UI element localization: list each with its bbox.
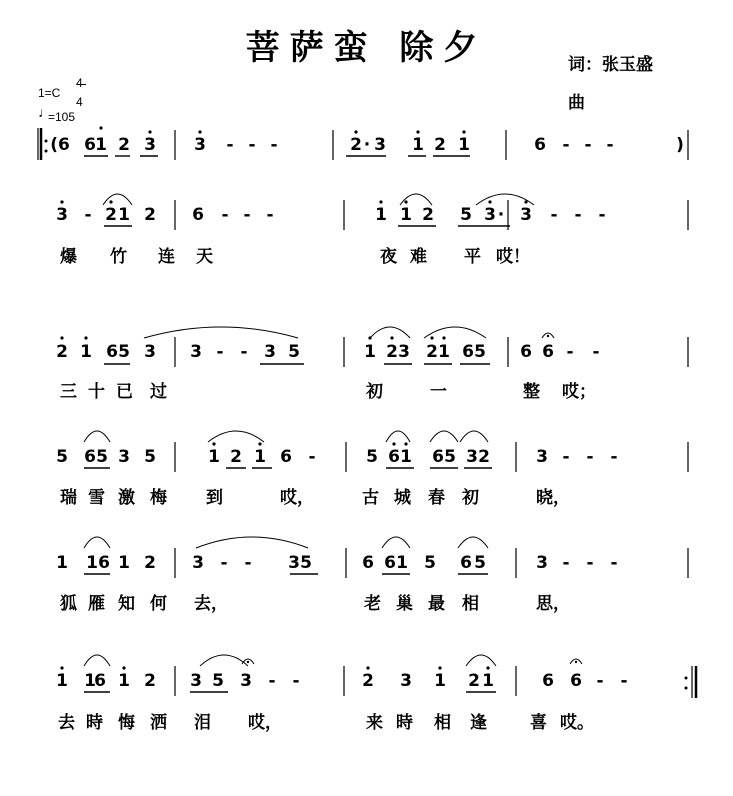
lyric-syllable: 竹 [110, 247, 127, 267]
note: 1 [56, 671, 68, 691]
slur [144, 327, 298, 338]
lyric-syllable: 雪 [88, 488, 105, 508]
note: - [268, 671, 276, 691]
note: - [584, 135, 592, 155]
time-signature-bottom: 4 [76, 95, 83, 109]
lyric-syllable: 爆 [60, 247, 77, 267]
slur [200, 655, 248, 666]
note: 1 [400, 447, 412, 467]
note: 5 [460, 205, 472, 225]
note: - [566, 342, 574, 362]
octave-dot [392, 442, 395, 445]
note: 3 [144, 135, 156, 155]
lyric-syllable: 已 [116, 382, 133, 402]
octave-dot [438, 666, 441, 669]
repeat-dot [685, 677, 688, 680]
slur [460, 431, 488, 442]
slur [84, 431, 110, 442]
lyric-syllable: 初 [366, 382, 383, 402]
note: 3 [288, 553, 300, 573]
octave-dot [60, 666, 63, 669]
lyric-syllable: 难 [410, 247, 427, 267]
note: 1 [254, 447, 266, 467]
fermata-dot [547, 335, 549, 337]
note: 1 [118, 553, 130, 573]
note: ) [676, 135, 684, 155]
octave-dot [390, 336, 393, 339]
note: - [606, 135, 614, 155]
octave-dot [148, 130, 151, 133]
note: 3 [536, 553, 548, 573]
note: 3 [520, 205, 532, 225]
octave-dot [366, 666, 369, 669]
octave-dot [404, 200, 407, 203]
note: - [240, 342, 248, 362]
lyric-syllable: 来 [366, 713, 383, 733]
lyric-syllable: 何 [150, 594, 167, 614]
lyric-syllable: 整 [523, 382, 540, 402]
note: 3 [398, 342, 410, 362]
octave-dot [258, 442, 261, 445]
octave-dot [354, 130, 357, 133]
slur [466, 655, 496, 666]
note: 6 [362, 553, 374, 573]
note: - [270, 135, 278, 155]
note: 5 [144, 447, 156, 467]
lyric-syllable: 初 [462, 488, 479, 508]
lyric-syllable: 最 [428, 594, 445, 614]
note: 2 [144, 205, 156, 225]
note: - [586, 553, 594, 573]
slur [458, 537, 488, 548]
note: 6 [460, 553, 472, 573]
note: 2 [468, 671, 480, 691]
note: 6 [192, 205, 204, 225]
lyric-syllable: 相 [434, 713, 451, 733]
slur [400, 194, 432, 205]
note: 3 [536, 447, 548, 467]
lyric-syllable: 激 [118, 488, 135, 508]
note: 6 [542, 342, 554, 362]
lyric-syllable: 哎， [280, 488, 314, 508]
note: 2 [422, 205, 434, 225]
note: 1 [86, 553, 98, 573]
lyric-syllable: 悔 [118, 713, 135, 733]
slur [196, 537, 308, 548]
slur [382, 537, 410, 548]
note: 6 [98, 553, 110, 573]
octave-dot [99, 126, 102, 129]
note: - [562, 135, 570, 155]
slur [430, 431, 458, 442]
lyric-syllable: 去 [58, 713, 75, 733]
note: - [620, 671, 628, 691]
octave-dot [486, 666, 489, 669]
lyric-syllable: 古 [362, 488, 379, 508]
lyric-syllable: 巢 [396, 594, 413, 614]
note: 1 [80, 342, 92, 362]
octave-dot [60, 336, 63, 339]
octave-dot [430, 336, 433, 339]
slur [103, 194, 132, 205]
note: 6 [388, 447, 400, 467]
lyric-syllable: 晓， [536, 488, 570, 508]
note: 2 [56, 342, 68, 362]
note: 6 [84, 447, 96, 467]
slur [386, 431, 410, 442]
note: 5 [212, 671, 224, 691]
note: 1 [95, 135, 107, 155]
note: 6 [462, 342, 474, 362]
note: 2 [350, 135, 362, 155]
note: · [363, 135, 371, 155]
song-title: 菩萨蛮 除夕 [245, 28, 488, 68]
octave-dot [212, 442, 215, 445]
lyric-syllable: 哎。 [560, 713, 594, 733]
note: - [610, 553, 618, 573]
lyric-syllable: 春 [428, 488, 445, 508]
note: 6 [542, 671, 554, 691]
note: 5 [56, 447, 68, 467]
lyric-syllable: 梅 [150, 488, 167, 508]
slur [370, 327, 410, 338]
note: 6 [432, 447, 444, 467]
note: 2 [478, 447, 490, 467]
lyric-syllable: 过 [150, 382, 167, 402]
note: 3 [264, 342, 276, 362]
repeat-dot [45, 140, 48, 143]
repeat-dot [685, 687, 688, 690]
note: 3 [194, 135, 206, 155]
note: - [586, 447, 594, 467]
note: (6 [50, 135, 70, 155]
note: 2 [426, 342, 438, 362]
note: 1 [208, 447, 220, 467]
note: 2 [362, 671, 374, 691]
lyric-syllable: 天 [196, 247, 213, 267]
lyric-syllable: 瑞 [60, 488, 77, 508]
lyric-syllable: 泪 [194, 713, 211, 733]
note: 6 [570, 671, 582, 691]
slur [84, 655, 110, 666]
octave-dot [122, 666, 125, 669]
note: - [266, 205, 274, 225]
octave-dot [416, 130, 419, 133]
note: 6 [106, 342, 118, 362]
note: 1 [56, 553, 68, 573]
note: 3 [56, 205, 68, 225]
slur [208, 431, 264, 442]
composer-credit: 曲 [568, 93, 585, 113]
lyric-syllable: 十 [88, 382, 105, 402]
lyric-syllable: 城 [394, 488, 411, 508]
note: 2 [434, 135, 446, 155]
lyric-syllable: 去， [194, 594, 228, 614]
note: 6 [84, 135, 96, 155]
note: 6 [94, 671, 106, 691]
octave-dot [462, 130, 465, 133]
note: 1 [434, 671, 446, 691]
note: - [562, 447, 570, 467]
note: - [308, 447, 316, 467]
note: 3 [190, 671, 202, 691]
note: - [216, 342, 224, 362]
note: - [220, 553, 228, 573]
note: 5 [118, 342, 130, 362]
note: 2 [230, 447, 242, 467]
lyric-syllable: 哎； [562, 382, 596, 402]
note: 1 [118, 671, 130, 691]
note: - [610, 447, 618, 467]
lyric-syllable: 哎！ [496, 247, 530, 267]
note: 3 [144, 342, 156, 362]
note: - [562, 553, 570, 573]
note: 1 [364, 342, 376, 362]
note: - [248, 135, 256, 155]
note: - [226, 135, 234, 155]
note: - [574, 205, 582, 225]
note: 1 [458, 135, 470, 155]
note: 6 [384, 553, 396, 573]
octave-dot [442, 336, 445, 339]
lyric-syllable: 夜 [380, 247, 397, 267]
lyric-syllable: 哎， [248, 713, 282, 733]
note: 3 [374, 135, 386, 155]
lyric-syllable: 洒 [150, 713, 167, 733]
lyric-syllable: 喜 [530, 713, 547, 733]
note: 3 [118, 447, 130, 467]
note: - [596, 671, 604, 691]
lyric-syllable: 相 [462, 594, 479, 614]
note: 5 [366, 447, 378, 467]
note: 6 [534, 135, 546, 155]
slur [84, 537, 110, 548]
lyricist-credit: 词：张玉盛 [568, 55, 653, 75]
lyric-syllable: 连 [158, 247, 175, 267]
lyric-syllable: 到 [206, 488, 223, 508]
lyric-syllable: 平 [464, 247, 481, 267]
note: 3 [192, 553, 204, 573]
lyric-syllable: 老 [364, 594, 381, 614]
note: 1 [396, 553, 408, 573]
note: 3 [466, 447, 478, 467]
octave-dot [379, 200, 382, 203]
octave-dot [488, 200, 491, 203]
lyric-syllable: 知 [118, 594, 135, 614]
lyric-syllable: 狐 [60, 594, 77, 614]
octave-dot [84, 336, 87, 339]
note: 1 [84, 671, 96, 691]
note: 5 [474, 553, 486, 573]
note: 3 [240, 671, 252, 691]
note: - [221, 205, 229, 225]
note: - [592, 342, 600, 362]
note: 5 [424, 553, 436, 573]
note: 2 [144, 553, 156, 573]
note: - [84, 205, 92, 225]
note: - [598, 205, 606, 225]
note: - [243, 205, 251, 225]
note: 2 [118, 135, 130, 155]
note: 3 [484, 205, 496, 225]
note: 2 [144, 671, 156, 691]
note: · [497, 205, 505, 225]
note: 1 [375, 205, 387, 225]
lyric-syllable: 雁 [88, 594, 105, 614]
note: 1 [438, 342, 450, 362]
note: 1 [118, 205, 130, 225]
note: 1 [412, 135, 424, 155]
octave-dot [404, 442, 407, 445]
note: 2 [105, 205, 117, 225]
note: 5 [474, 342, 486, 362]
note: 5 [444, 447, 456, 467]
lyric-syllable: 三 [60, 382, 77, 402]
quarter-note-icon: ♩ [38, 104, 52, 120]
octave-dot [109, 200, 112, 203]
lyric-syllable: 思， [536, 594, 570, 614]
tempo-marking: =105 [48, 110, 76, 124]
octave-dot [60, 200, 63, 203]
key-signature: 1=C [38, 86, 61, 100]
note: 6 [280, 447, 292, 467]
time-signature-top: 4 [76, 76, 83, 90]
note: 5 [300, 553, 312, 573]
note: - [550, 205, 558, 225]
fermata-dot [575, 661, 577, 663]
lyric-syllable: 時 [86, 713, 103, 733]
note: 3 [400, 671, 412, 691]
note: 1 [482, 671, 494, 691]
note: 1 [400, 205, 412, 225]
note: 6 [520, 342, 532, 362]
note: 2 [386, 342, 398, 362]
lyric-syllable: 一 [430, 382, 447, 402]
slur [424, 327, 486, 338]
note: 5 [96, 447, 108, 467]
lyric-syllable: 時 [396, 713, 413, 733]
note: 3 [190, 342, 202, 362]
note: - [244, 553, 252, 573]
note: 5 [288, 342, 300, 362]
note: - [292, 671, 300, 691]
fermata-dot [247, 661, 249, 663]
lyric-syllable: 逢 [470, 713, 487, 733]
octave-dot [198, 130, 201, 133]
repeat-dot [45, 150, 48, 153]
